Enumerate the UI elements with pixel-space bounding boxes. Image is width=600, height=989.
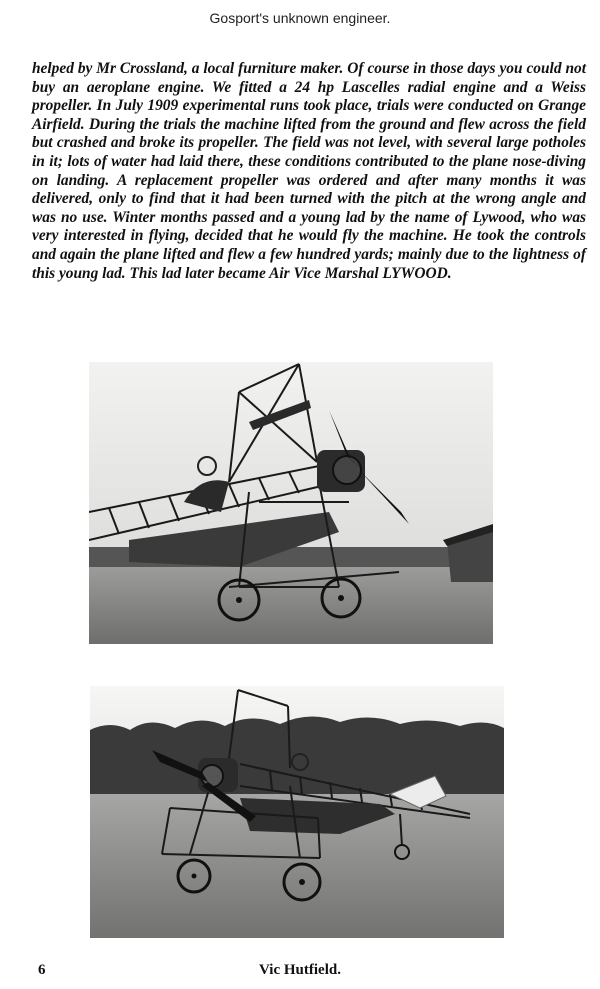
page-number: 6	[38, 962, 46, 978]
author-credit: Vic Hutfield.	[259, 962, 341, 978]
monoplane-side-illustration	[90, 686, 504, 938]
monoplane-front-illustration	[89, 362, 493, 644]
article-paragraph: helped by Mr Crossland, a local furniture maker. Of course in those days you could not buy an aeroplane engine. We fitted a 24 hp Lascelles radial engine and a Weiss propeller. In July 1909 experimental runs took place, trials were conducted on Grange Airfield. During the trials the machine lifted from the ground and flew across the field but crashed and broke its propeller. The field was not level, with several large potholes in it; lots of water had laid there, these conditions contributed to the plane nose-diving on landing. A replacement propeller was ordered and after many months it was delivered, only to find that it had been turned with the pitch at the wrong angle and was no use. Winter months passed and a young lad by the name of Lywood, who was very interested in flying, decided that he would fly the machine. He took the controls and again the plane lifted and flew a few hundred yards; mainly due to the lightness of this young lad. This lad later became Air Vice Marshal LYWOOD.	[32, 60, 586, 282]
photo-monoplane-front	[89, 362, 493, 644]
running-header: Gosport's unknown engineer.	[209, 10, 391, 26]
photo-monoplane-side	[90, 686, 504, 938]
